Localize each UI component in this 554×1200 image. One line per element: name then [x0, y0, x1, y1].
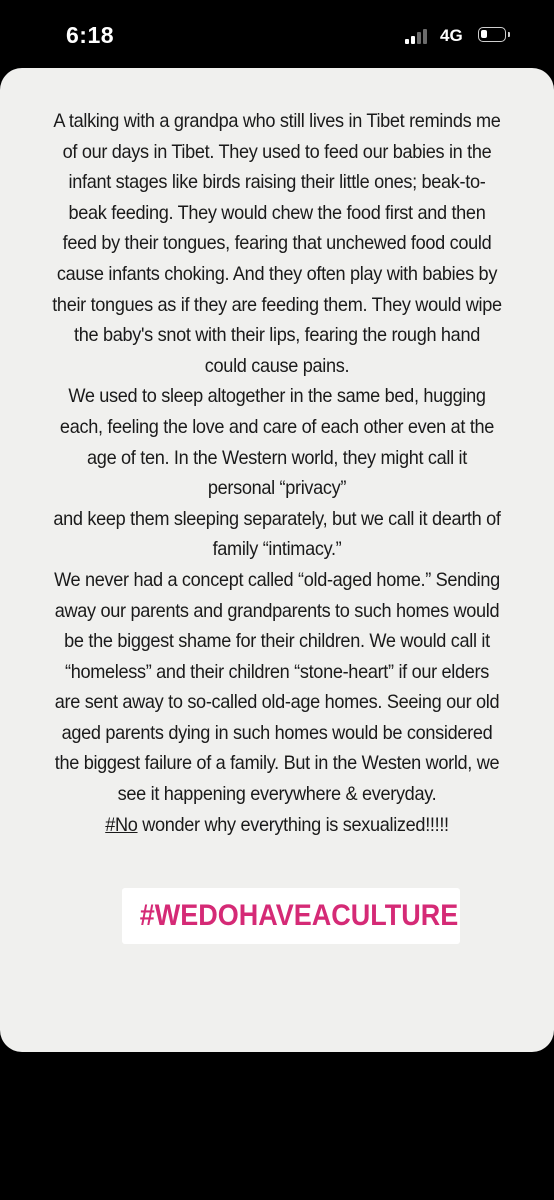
story-line: We used to sleep altogether in the same bed, hugging [68, 385, 486, 408]
story-last-line [34, 810, 519, 841]
story-line: personal “privacy” [207, 477, 347, 500]
story-line: feed by their tongues, fearing that unchewed food could [62, 232, 492, 255]
battery-level-fill [481, 30, 487, 38]
story-line: beak feeding. They would chew the food first and then [68, 201, 486, 224]
story-line: family “intimacy.” [212, 538, 342, 561]
story-line: We never had a concept called “old-aged home.” Sending [54, 568, 500, 591]
story-line: each, feeling the love and care of each other even at the [59, 415, 495, 438]
story-text-block [34, 106, 519, 840]
story-line: away our parents and grandparents to such homes would [54, 599, 500, 622]
battery-icon [478, 27, 506, 42]
signal-bar [411, 36, 415, 45]
story-line: infant stages like birds raising their little ones; beak-to- [68, 171, 486, 194]
signal-bar [423, 29, 427, 45]
story-line: A talking with a grandpa who still lives in Tibet reminds me [53, 110, 501, 132]
story-line: their tongues as if they are feeding them. They would wipe [52, 293, 502, 316]
story-line: the biggest failure of a family. But in the Westen world, we [54, 752, 500, 775]
battery-cap [508, 32, 510, 37]
hashtag-sticker[interactable] [122, 888, 460, 944]
cellular-signal-icon [405, 28, 427, 44]
story-line: aged parents dying in such homes would be considered [61, 721, 493, 744]
story-line: are sent away to so-called old-age homes. Seeing our old [54, 691, 500, 714]
story-line: cause infants choking. And they often play with babies by [56, 262, 498, 285]
status-bar [0, 0, 554, 66]
story-line: and keep them sleeping separately, but we call it dearth of [53, 507, 501, 530]
story-line: could cause pains. [204, 354, 350, 377]
signal-bar [417, 32, 421, 44]
story-last-line-text: wonder why everything is sexualized!!!!! [137, 813, 449, 836]
hashtag-no-link[interactable]: #No [105, 813, 138, 836]
story-line: the baby's snot with their lips, fearing the rough hand [74, 324, 480, 347]
status-time: 6:18 [66, 22, 115, 48]
story-line: see it happening everywhere & everyday. [117, 783, 437, 806]
story-line: age of ten. In the Western world, they might call it [87, 446, 467, 469]
hashtag-sticker-label: #WEDOHAVEACULTURE [139, 899, 459, 932]
signal-bar [405, 39, 409, 44]
story-line: of our days in Tibet. They used to feed our babies in the [62, 140, 492, 163]
story-line: be the biggest shame for their children. We would call it [64, 630, 490, 653]
network-type-label: 4G [440, 26, 463, 45]
story-line: “homeless” and their children “stone-heart” if our elders [65, 660, 489, 683]
